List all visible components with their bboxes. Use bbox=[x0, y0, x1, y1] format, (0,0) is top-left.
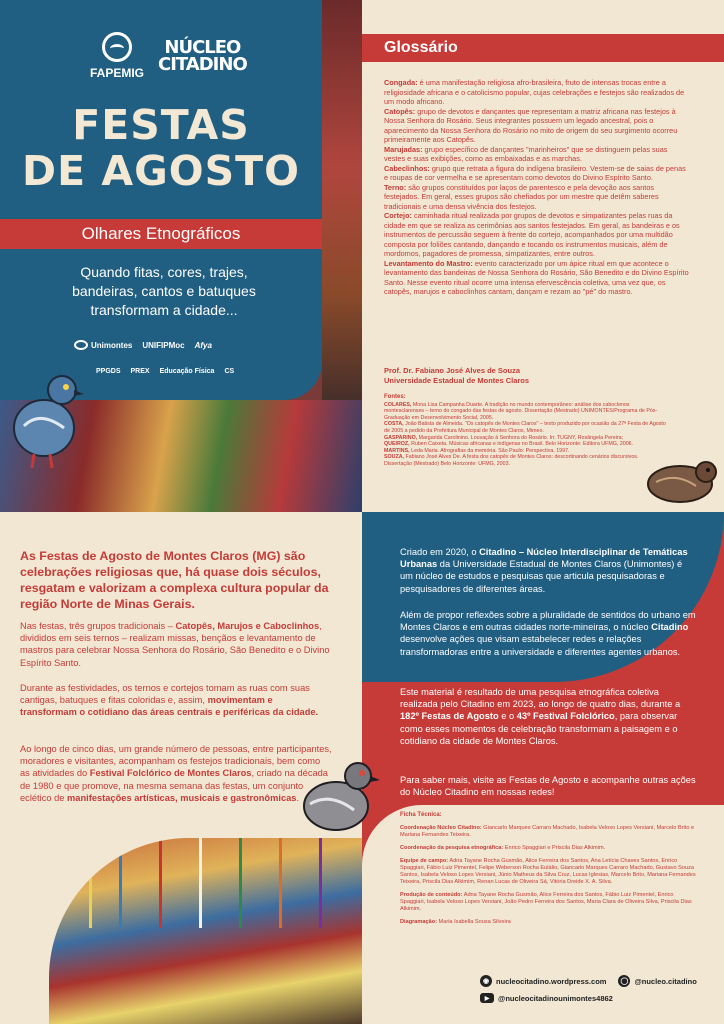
cover-tagline: Quando fitas, cores, trajes, bandeiras, cantos e batuques transformam a cidade... bbox=[72, 264, 256, 318]
glossary-entry: Congada: é uma manifestação religiosa afro-brasileira, fruto de intensas trocas entre a religiosidade africana e o catolicismo popular, cujas celebrações e festejos são realizados de um modo africano. bbox=[384, 78, 685, 106]
partner-logos-row2 bbox=[96, 368, 234, 375]
website-link[interactable]: nucleocitadino.wordpress.com bbox=[496, 976, 607, 986]
glossary-entry: Terno: são grupos constituídos por laços de parentesco e pela devoção aos santos festejados. Em geral, esses grupos são chefiados por um mestre que detêm saberes tradicionais e uma densa vivência dos festejos. bbox=[384, 182, 659, 211]
unifipmoc-logo: UNIFIPMoc bbox=[142, 340, 185, 350]
source-item: COLARES, Mona Lisa Campanha Duarte. A tradição no mundo contemporâneo: análise dos caboclenos montesclarenses – terno do congado das festas de agosto. Dissertação (Mestrado) UNIMONTES/Programa de Pós-Graduação em Desenvolvimento Social, 2005. bbox=[384, 401, 658, 421]
prex-logo: PREX bbox=[130, 368, 150, 375]
credit-item: Diagramação: Maria Isabella Sousa Silveira bbox=[400, 919, 511, 925]
source-item: MARTINS, Leda Maria. Afrografias da memória. São Paulo: Perspectiva, 1997. bbox=[384, 447, 570, 454]
afya-logo: Afya bbox=[194, 340, 212, 350]
festival-photo-side bbox=[322, 0, 362, 420]
source-item: QUEIROZ, Ruben Caixeta. Músicas africanas e indígenas no Brasil. Belo Horizonte: Editora UFMG, 2006. bbox=[384, 441, 634, 448]
glossary-list bbox=[384, 78, 690, 297]
credit-item: Coordenação da pesquisa etnográfica: Enrico Spaggiari e Priscila Dias Alkimim. bbox=[400, 845, 606, 851]
source-item: GASPARINO, Margarida Carolinino. Louvação à Senhora do Rosário. In: TUGNY, Rosângela Pereira; bbox=[384, 434, 624, 441]
globe-icon: ◉ bbox=[480, 975, 492, 987]
instagram-icon: ◯ bbox=[618, 975, 630, 987]
glossary-entry: Marujadas: grupo específico de dançantes "marinheiros" que se distinguem pelas suas vestes e suas exibições, como as embaixadas e as marchas. bbox=[384, 144, 668, 163]
ppgds-logo: PPGDS bbox=[96, 368, 121, 375]
intro-paragraph: Nas festas, três grupos tradicionais – Catopês, Marujos e Caboclinhos, divididos em seis ternos – realizam missas, bençãos e levantamento de mastros para celebrar Nossa Senhora do Rosário, São Benedito e o Divino Espírito Santo. bbox=[20, 621, 330, 668]
pigeon-illustration-icon bbox=[4, 366, 88, 476]
fapemig-logo: FAPEMIG bbox=[90, 32, 144, 80]
source-item: COSTA, João Batista de Almeida. "Os catopês de Montes Claros" – texto produzido por ocasião da 27ª Festa de Agosto de 2005 a pedido da Prefeitura Municipal de Montes Claros, Mimeo. bbox=[384, 421, 666, 434]
credit-item: Equipe de campo: Adna Tayane Rocha Gusmão, Alice Ferreira dos Santos, Ana Letícia Chaves Santos, Enrico Spaggiari, Fábio Luiz Pimentel, Felipe Weberson Rocha Eulálio, Giancarlo Marques Carraro Machado, Gustavo Souza Santos, Isabela Veloso Lopes Versiani, Júnio Matheus da Silva Cruz, Lucas Iglesias, Marcelo Brito, Mariana Fernandes Teixeira, Priscila Dias Alkimim, Renan Lucas de Oliveira Sá, Vitória Dreide X. A. Silva. bbox=[400, 858, 696, 885]
glossary-entry: Levantamento do Mastro: evento caracterizado por um ápice ritual em que acontece o levantamento das bandeiras de Nossa Senhora do Rosário, São Benedito e do Divino Espírito Santo. Nesse evento ritual ocorre uma intensa efervescência coletiva, uma vez que, os catopês, marujos e caboclinhos cantam, dançam e rezam ao "pé" do mastro. bbox=[384, 258, 689, 296]
instagram-link[interactable]: @nucleo.citadino bbox=[634, 976, 697, 986]
pigeon-illustration-icon bbox=[296, 756, 382, 840]
credit-item: Coordenação Núcleo Citadino: Giancarlo Marques Carraro Machado, Isabela Veloso Lopes Versiani, Marcelo Brito e Mariana Fernandes Teixeira. bbox=[400, 825, 695, 838]
source-item: SOUZA, Fabiano José Alves De. A festa dos catopês de Montes Claros: descortinando cenários discursivos. Dissertação (Mestrado) Belo Horizonte: UFMG, 2003. bbox=[384, 454, 639, 467]
about-paragraph: Para saber mais, visite as Festas de Agosto e acompanhe outras ações do Núcleo Citadino em nossas redes! bbox=[400, 775, 696, 798]
partner-logos-row1 bbox=[74, 340, 212, 350]
intro-paragraph: Durante as festividades, os ternos e cortejos tomam as ruas com suas cantigas, batuques e fitas coloridas e, assim, movimentam e transformam o cotidiano das áreas centrais e periféricas da cidade. bbox=[20, 683, 319, 718]
social-links-row bbox=[480, 975, 697, 987]
logo-group bbox=[90, 32, 247, 80]
glossary-entry: Catopês: grupo de devotos e dançantes que representam a matriz africana nas festejos à Nossa Senhora do Rosário. Seus integrantes possuem um legado ancestral, pois o aparecimento da Nossa Senhora do Rosário no mito de origem do seu surgimento ocorreu primeiramente aos Catopês. bbox=[384, 106, 678, 144]
fapemig-logo-icon bbox=[102, 32, 132, 62]
subtitle-band: Olhares Etnográficos bbox=[0, 219, 322, 249]
intro-lede: As Festas de Agosto de Montes Claros (MG) são celebrações religiosas que, há quase dois séculos, resgatam e valorizam a complexa cultura popular da região Norte de Minas Gerais. bbox=[20, 549, 329, 611]
educacao-fisica-logo: Educação Física bbox=[159, 368, 215, 375]
cs-logo: CS bbox=[224, 368, 235, 375]
about-paragraph: Este material é resultado de uma pesquisa etnográfica coletiva realizada pelo Citadino em 2023, ao longo de quatro dias, durante a 182º Festas de Agosto e o 43º Festival Folclórico, para observar como esses momentos de celebração transformam a paisagem e o cotidiano da cidade de Montes Claros. bbox=[400, 687, 681, 746]
sparrow-illustration-icon bbox=[636, 456, 720, 508]
glossary-entry: Cortejo: caminhada ritual realizada por grupos de devotos e simpatizantes pelas ruas da cidade em que se realiza as cerimônias aos santos festejados. Em geral, as bandeiras e os instrumentos de percussão seguem à frente do cortejo, acompanhados por uma multidão composta por foliões cantando, dançando e tocando os instrumentos musicais, além de mordomos, pagadores de promessa, simpatizantes, entre outros. bbox=[384, 211, 680, 258]
about-paragraph: Criado em 2020, o Citadino – Núcleo Interdisciplinar de Temáticas Urbanas da Universidade Estadual de Montes Claros (Unimontes) é um núcleo de estudos e pesquisas que articula pesquisadoras e pesquisadores de diferentes áreas. bbox=[400, 547, 688, 594]
youtube-link[interactable]: @nucleocitadinounimontes4862 bbox=[498, 993, 613, 1003]
glossary-entry: Cabeclinhos: grupo que retrata a figura do indígena brasileiro. Vestem-se de saias de penas e roupas de cor vermelha e se apresentam como devotos do Divino Espírito Santo. bbox=[384, 163, 686, 182]
glossary-heading: Glossário bbox=[362, 34, 724, 62]
youtube-icon: ▶ bbox=[480, 993, 494, 1003]
credit-item: Produção de conteúdo: Adna Tayane Rocha Gusmão, Alice Ferreira dos Santos, Fábio Luiz Pimentel, Enrico Spaggiari, Isabela Veloso Lopes Versiani, João Pedro Ferreira dos Santos, Maria Clara de Oliveira Silva, Priscila Dias Alkimim. bbox=[400, 892, 692, 912]
sources-list: Fontes: COLARES, Mona Lisa Campanha Duarte. A tradição no mundo contemporâneo: análise dos caboclenos montesclarenses – terno do congado das festas de agosto. Dissertação (Mestrado) UNIMONTES/Programa de Pós-Graduação em Desenvolvimento Social, 2005. COSTA, João Batista de Almeida. "Os catopês de Montes Claros" – texto produzido por ocasião da 27ª Festa de Agosto de 2005 a pedido da Prefeitura Municipal de Montes Claros, Mimeo. GASPARINO, Margarida Carolinino. Louvação à Senhora do Rosário. In: TUGNY, Rosângela Pereira; QUEIROZ, Ruben Caixeta. Músicas africanas e indígenas no Brasil. Belo Horizonte: Editora UFMG, 2006. MARTINS, Leda Maria. Afrografias da memória. São Paulo: Perspectiva, 1997. SOUZA, Fabiano José Alves De. A festa dos catopês de Montes Claros: descortinando cenários discursivos. Dissertação (Mestrado) Belo Horizonte: UFMG, 2003. bbox=[384, 394, 666, 467]
author-signature: Prof. Dr. Fabiano José Alves de Souza Universidade Estadual de Montes Claros bbox=[384, 366, 530, 385]
unimontes-logo: Unimontes bbox=[74, 340, 132, 350]
technical-credits: Ficha Técnica: Coordenação Núcleo Citadino: Giancarlo Marques Carraro Machado, Isabela Veloso Lopes Versiani, Marcelo Brito e Mariana Fernandes Teixeira. Coordenação da pesquisa etnográfica: Enrico Spaggiari e Priscila Dias Alkimim. Equipe de campo: Adna Tayane Rocha Gusmão, Alice Ferreira dos Santos, Ana Letícia Chaves Santos, Enrico Spaggiari, Fábio Luiz Pimentel, Felipe Weberson Rocha Eulálio, Giancarlo Marques Carraro Machado, Gustavo Souza Santos, Isabela Veloso Lopes Versiani, Júnio Matheus da Silva Cruz, Lucas Iglesias, Marcelo Brito, Mariana Fernandes Teixeira, Priscila Dias Alkimim, Renan Lucas de Oliveira Sá, Vitória Dreide X. A. Silva. Produção de conteúdo: Adna Tayane Rocha Gusmão, Alice Ferreira dos Santos, Fábio Luiz Pimentel, Enrico Spaggiari, Isabela Veloso Lopes Versiani, João Pedro Ferreira dos Santos, Maria Clara de Oliveira Silva, Priscila Dias Alkimim. Diagramação: Maria Isabella Sousa Silveira bbox=[400, 812, 700, 932]
about-paragraph: Além de propor reflexões sobre a pluralidade de sentidos do urbano em Montes Claros e em outras cidades norte-mineiras, o núcleo Citadino desenvolve ações que visam estabelecer redes e relações transformadoras entre a universidade e diferentes agentes urbanos. bbox=[400, 610, 696, 657]
cover-card bbox=[0, 0, 322, 400]
cover-panel bbox=[0, 0, 362, 512]
youtube-row bbox=[480, 993, 613, 1003]
intro-paragraph: Ao longo de cinco dias, um grande número de pessoas, entre participantes, moradores e visitantes, acompanham os festejos tradicionais, bem como as atividades do Festival Folclórico de Montes Claros, criado na década de 1980 e que promove, na mesma semana das festas, um conjunto eclético de manifestações artísticas, musicais e gastronômicas. bbox=[20, 744, 332, 803]
nucleo-citadino-logo: NÚCLEO CITADINO bbox=[158, 37, 247, 75]
unimontes-logo-icon bbox=[74, 340, 88, 350]
page-title: FESTAS DE AGOSTO bbox=[22, 101, 300, 195]
